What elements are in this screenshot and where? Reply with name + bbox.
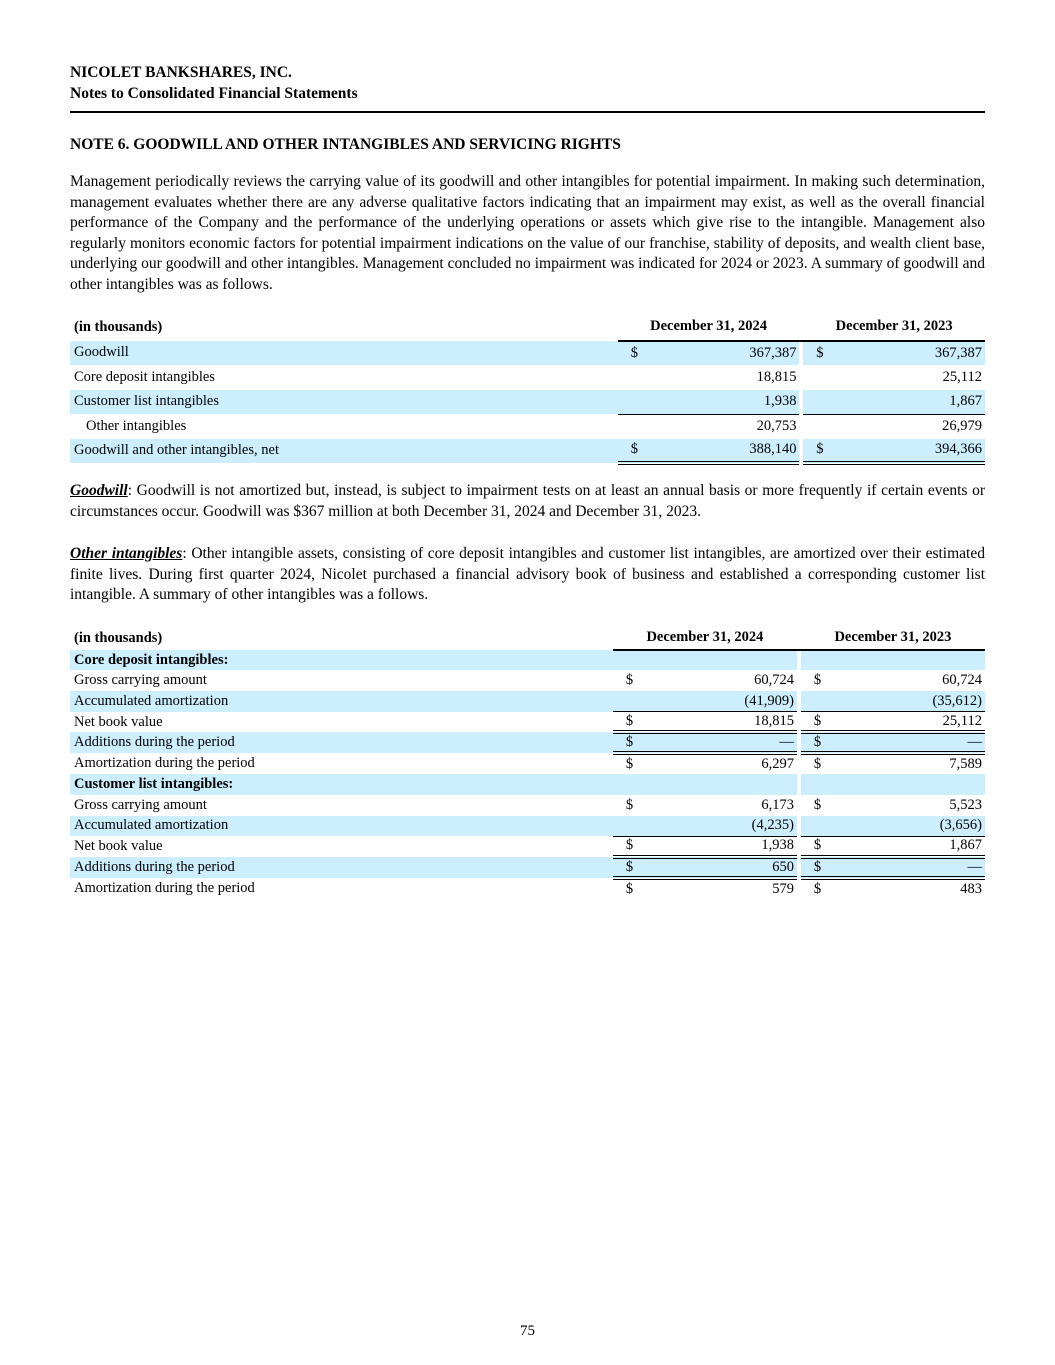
value-2023: 1,867 bbox=[834, 390, 985, 415]
value-2024 bbox=[644, 774, 797, 795]
value-2023: 394,366 bbox=[834, 439, 985, 464]
header-subtitle: Notes to Consolidated Financial Statements bbox=[70, 85, 358, 102]
dollar-sign-2024 bbox=[613, 774, 644, 795]
dollar-sign-2023 bbox=[803, 414, 834, 439]
row-label: Goodwill bbox=[70, 341, 618, 366]
col-header-units: (in thousands) bbox=[74, 629, 163, 646]
value-2024: 20,753 bbox=[756, 418, 797, 434]
col-header-2024: December 31, 2024 bbox=[618, 316, 800, 341]
dollar-sign-2023: $ bbox=[813, 672, 822, 689]
table-row bbox=[70, 836, 985, 857]
table-row bbox=[70, 795, 985, 816]
other-intangibles-table bbox=[70, 629, 985, 899]
row-label: Net book value bbox=[74, 713, 163, 730]
value-2023 bbox=[832, 774, 985, 795]
dollar-sign-2024 bbox=[618, 365, 649, 390]
page-number: 75 bbox=[520, 1323, 535, 1339]
row-label: Customer list intangibles bbox=[70, 390, 618, 415]
dollar-sign-2024: $ bbox=[613, 732, 644, 753]
row-label: Gross carrying amount bbox=[74, 672, 207, 689]
dollar-sign-2023 bbox=[803, 365, 834, 390]
company-name: NICOLET BANKSHARES, INC. bbox=[70, 64, 292, 81]
dollar-sign-2023: $ bbox=[813, 756, 822, 773]
value-2024: 650 bbox=[644, 857, 797, 878]
row-label: Additions during the period bbox=[70, 732, 613, 753]
value-2023: 367,387 bbox=[834, 341, 985, 366]
other-intangibles-text: : Other intangible assets, consisting of core deposit intangibles and customer list intangibles, are amortized over their estimated finite lives. During first quarter 2024, Nicolet purchased a financial advisory book of business and established a corresponding customer list intangible. A summary of other intangibles was a follows. bbox=[70, 545, 985, 604]
value-2023 bbox=[832, 650, 985, 671]
row-label: Accumulated amortization bbox=[70, 816, 613, 837]
dollar-sign-2023: $ bbox=[813, 796, 822, 813]
value-2023: 25,112 bbox=[942, 368, 982, 385]
table-row bbox=[70, 732, 985, 753]
dollar-sign-2024 bbox=[618, 390, 649, 415]
value-2023: 1,867 bbox=[832, 836, 985, 857]
value-2024: 6,297 bbox=[761, 756, 794, 773]
other-intangibles-paragraph bbox=[70, 544, 985, 606]
dollar-sign-2024: $ bbox=[625, 756, 634, 773]
table-row bbox=[70, 341, 985, 366]
value-2023: 5,523 bbox=[949, 796, 982, 813]
dollar-sign-2023 bbox=[801, 774, 832, 795]
table-row bbox=[70, 774, 985, 795]
dollar-sign-2024: $ bbox=[613, 857, 644, 878]
value-2024: 18,815 bbox=[644, 712, 797, 733]
value-2023: 7,589 bbox=[949, 756, 982, 773]
col-header-units: (in thousands) bbox=[74, 318, 163, 335]
dollar-sign-2024: $ bbox=[618, 439, 649, 464]
value-2024: 1,938 bbox=[648, 390, 799, 415]
value-2024: 6,173 bbox=[761, 796, 794, 813]
value-2023: 483 bbox=[960, 880, 982, 897]
row-label: Goodwill and other intangibles, net bbox=[70, 439, 618, 464]
page-header bbox=[70, 62, 358, 104]
dollar-sign-2024: $ bbox=[613, 712, 644, 733]
table-row bbox=[70, 878, 985, 899]
value-2024: (41,909) bbox=[644, 691, 797, 712]
dollar-sign-2024 bbox=[618, 414, 649, 439]
value-2023: 60,724 bbox=[942, 672, 982, 689]
dollar-sign-2024: $ bbox=[625, 880, 634, 897]
value-2023: (3,656) bbox=[832, 816, 985, 837]
dollar-sign-2023: $ bbox=[801, 712, 832, 733]
dollar-sign-2023 bbox=[801, 816, 832, 837]
row-label: Other intangibles bbox=[86, 417, 187, 434]
value-2024: — bbox=[644, 732, 797, 753]
dollar-sign-2023: $ bbox=[801, 857, 832, 878]
dollar-sign-2023: $ bbox=[801, 732, 832, 753]
dollar-sign-2023 bbox=[801, 691, 832, 712]
dollar-sign-2023: $ bbox=[803, 439, 834, 464]
value-2024: 60,724 bbox=[754, 672, 794, 689]
value-2023: (35,612) bbox=[832, 691, 985, 712]
dollar-sign-2024: $ bbox=[618, 341, 649, 366]
dollar-sign-2024: $ bbox=[625, 672, 634, 689]
table-row bbox=[70, 365, 985, 390]
other-intangibles-term: Other intangibles bbox=[70, 545, 183, 562]
table-row bbox=[70, 691, 985, 712]
col-header-2023: December 31, 2023 bbox=[803, 316, 985, 341]
row-label: Accumulated amortization bbox=[70, 691, 613, 712]
note-title: NOTE 6. GOODWILL AND OTHER INTANGIBLES AND SERVICING RIGHTS bbox=[70, 136, 621, 153]
row-label: Additions during the period bbox=[70, 857, 613, 878]
table-row bbox=[70, 414, 985, 439]
row-label: Amortization during the period bbox=[74, 879, 255, 896]
dollar-sign-2023: $ bbox=[801, 836, 832, 857]
table-row bbox=[70, 857, 985, 878]
goodwill-summary-table bbox=[70, 316, 985, 465]
table-row bbox=[70, 439, 985, 464]
value-2024: 1,938 bbox=[644, 836, 797, 857]
value-2024: 388,140 bbox=[648, 439, 799, 464]
table-row bbox=[70, 670, 985, 691]
value-2024: 367,387 bbox=[648, 341, 799, 366]
dollar-sign-2024 bbox=[613, 691, 644, 712]
dollar-sign-2024 bbox=[613, 650, 644, 671]
dollar-sign-2023 bbox=[801, 650, 832, 671]
dollar-sign-2024: $ bbox=[613, 836, 644, 857]
intro-paragraph: Management periodically reviews the carrying value of its goodwill and other intangibles for potential impairment. In making such determination, management evaluates whether there are any adverse qualitative factors indicating that an impairment may exist, as well as the overall financial performance of the Company and the performance of the underlying operations or assets which give rise to the intangible. Management also regularly monitors economic factors for potential impairment indications on the value of our franchise, stability of deposits, and wealth client base, underlying our goodwill and other intangibles. Management concluded no impairment was indicated for 2024 or 2023. A summary of goodwill and other intangibles was as follows. bbox=[70, 173, 985, 293]
row-label: Gross carrying amount bbox=[74, 796, 207, 813]
dollar-sign-2023: $ bbox=[803, 341, 834, 366]
table-row bbox=[70, 390, 985, 415]
dollar-sign-2023 bbox=[803, 390, 834, 415]
header-rule bbox=[70, 111, 985, 113]
value-2024: 18,815 bbox=[756, 368, 797, 385]
table-row bbox=[70, 816, 985, 837]
value-2023: 26,979 bbox=[942, 418, 982, 434]
goodwill-paragraph bbox=[70, 481, 985, 522]
dollar-sign-2024 bbox=[613, 816, 644, 837]
dollar-sign-2023: $ bbox=[813, 880, 822, 897]
value-2024 bbox=[644, 650, 797, 671]
row-label: Core deposit intangibles: bbox=[70, 650, 613, 671]
row-label: Net book value bbox=[74, 838, 163, 855]
value-2023: 25,112 bbox=[832, 712, 985, 733]
row-label: Amortization during the period bbox=[74, 755, 255, 772]
goodwill-term: Goodwill bbox=[70, 482, 128, 499]
value-2023: — bbox=[832, 732, 985, 753]
table-row bbox=[70, 650, 985, 671]
col-header-2024: December 31, 2024 bbox=[613, 629, 797, 650]
col-header-2023: December 31, 2023 bbox=[801, 629, 985, 650]
value-2024: (4,235) bbox=[644, 816, 797, 837]
table-row bbox=[70, 712, 985, 733]
value-2023: — bbox=[832, 857, 985, 878]
goodwill-text: : Goodwill is not amortized but, instead, is subject to impairment tests on at least an annual basis or more frequently if certain events or circumstances occur. Goodwill was $367 million at both December 31, 2024 and December 31, 2023. bbox=[70, 482, 985, 520]
row-label: Core deposit intangibles bbox=[74, 368, 215, 385]
row-label: Customer list intangibles: bbox=[70, 774, 613, 795]
value-2024: 579 bbox=[772, 880, 794, 897]
dollar-sign-2024: $ bbox=[625, 796, 634, 813]
table-row bbox=[70, 753, 985, 774]
